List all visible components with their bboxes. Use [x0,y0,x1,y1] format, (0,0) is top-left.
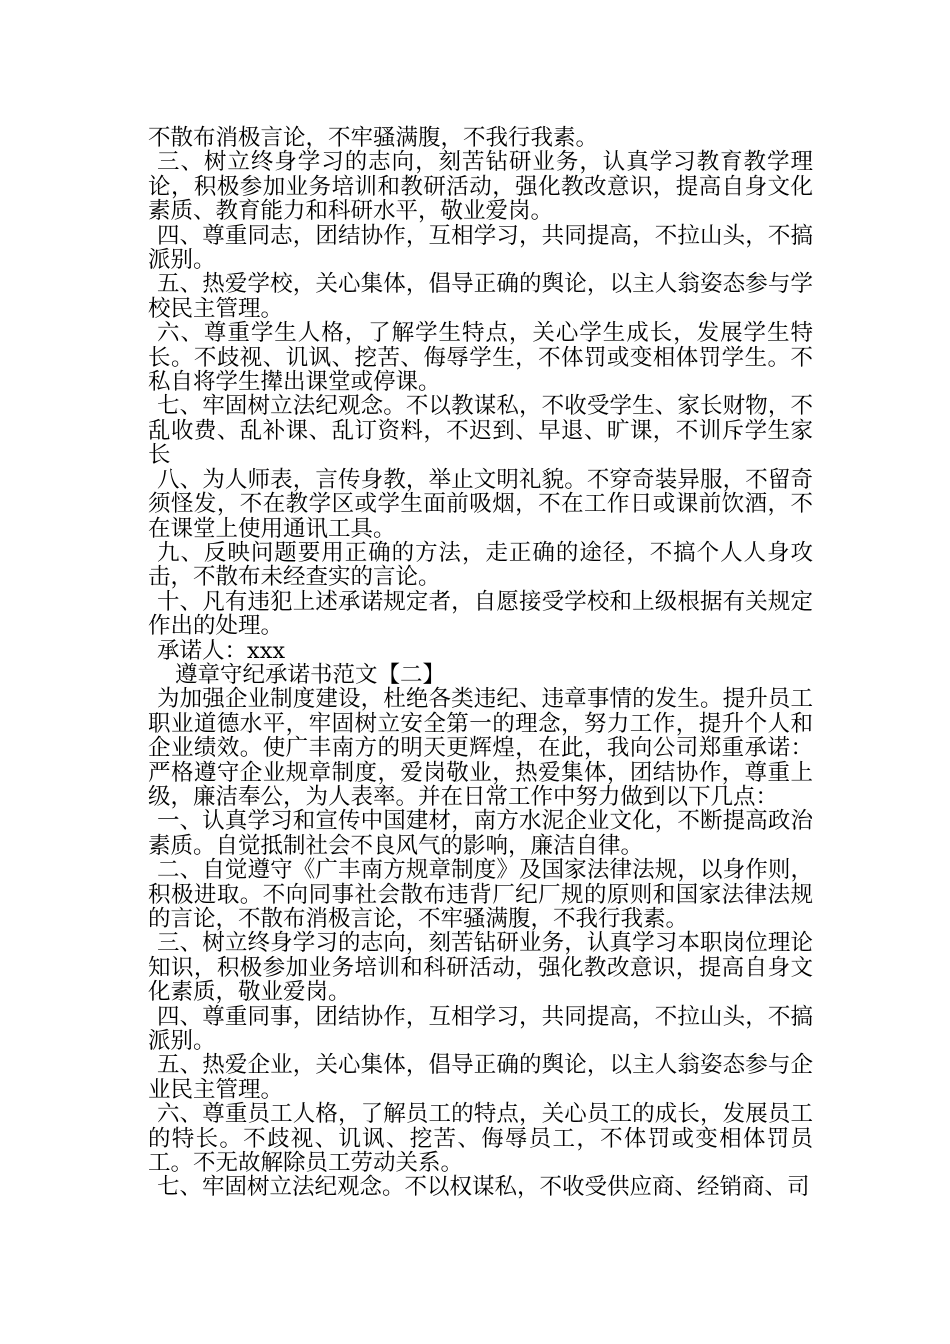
paragraph-item-4: 四、尊重同志，团结协作，互相学习，共同提高，不拉山头，不搞派别。 [148,222,813,274]
paragraph-item-3b: 三、树立终身学习的志向，刻苦钻研业务，认真学习本职岗位理论知识，积极参加业务培训和科研活动，强化教改意识，提高自身文化素质，敬业爱岗。 [148,930,813,1006]
paragraph-item-5b: 五、热爱企业，关心集体，倡导正确的舆论，以主人翁姿态参与企业民主管理。 [148,1052,813,1103]
paragraph-item-7b: 七、牢固树立法纪观念。不以权谋私，不收受供应商、经销商、司 [157,1174,810,1201]
paragraph-item-3: 三、树立终身学习的志向，刻苦钻研业务，认真学习教育教学理论，积极参加业务培训和教研活动，强化教改意识，提高自身文化素质、教育能力和科研水平，敬业爱岗。 [148,149,813,225]
paragraph-item-1b: 一、认真学习和宣传中国建材，南方水泥企业文化，不断提高政治素质。自觉抵制社会不良风气的影响，廉洁自律。 [148,808,813,859]
paragraph-item-7: 七、牢固树立法纪观念。不以教谋私，不收受学生、家长财物，不乱收费、乱补课、乱订资料，不迟到、早退、旷课，不训斥学生家长 [148,393,813,469]
paragraph-continuation: 不散布消极言论，不牢骚满腹，不我行我素。 [148,125,599,151]
paragraph-item-6b: 六、尊重员工人格，了解员工的特点，关心员工的成长，发展员工的特长。不歧视、讥讽、挖苦、侮辱员工，不体罚或变相体罚员工。不无故解除员工劳动关系。 [148,1101,813,1177]
signature-line: 承诺人：xxx [157,637,286,664]
paragraph-item-2b: 二、自觉遵守《广丰南方规章制度》及国家法律法规，以身作则，积极进取。不向同事社会散布违背厂纪厂规的原则和国家法律法规的言论，不散布消极言论，不牢骚满腹，不我行我素。 [148,857,813,932]
document-body [148,126,813,1200]
paragraph-item-9: 九、反映问题要用正确的方法，走正确的途径，不搞个人人身攻击，不散布未经查实的言论。 [148,539,813,591]
paragraph-item-8: 八、为人师表，言传身教，举止文明礼貌。不穿奇装异服，不留奇须怪发，不在教学区或学生面前吸烟，不在工作日或课前饮酒，不在课堂上使用通讯工具。 [148,466,813,542]
paragraph-item-4b: 四、尊重同事，团结协作，互相学习，共同提高，不拉山头，不搞派别。 [148,1003,813,1055]
paragraph-intro: 为加强企业制度建设，杜绝各类违纪、违章事情的发生。提升员工职业道德水平，牢固树立安全第一的理念，努力工作，提升个人和企业绩效。使广丰南方的明天更辉煌，在此，我向公司郑重承诺：严格遵守企业规章制度，爱岗敬业，热爱集体，团结协作，尊重上级，廉洁奉公，为人表率。并在日常工作中努力做到以下几点： [148,686,813,810]
paragraph-item-10: 十、凡有违犯上述承诺规定者，自愿接受学校和上级根据有关规定作出的处理。 [148,588,813,640]
paragraph-item-6: 六、尊重学生人格，了解学生特点，关心学生成长，发展学生特长。不歧视、讥讽、挖苦、侮辱学生，不体罚或变相体罚学生。不私自将学生撵出课堂或停课。 [148,320,813,396]
section-heading: 遵章守纪承诺书范文【二】 [175,661,446,688]
paragraph-item-5: 五、热爱学校，关心集体，倡导正确的舆论，以主人翁姿态参与学校民主管理。 [148,271,813,322]
